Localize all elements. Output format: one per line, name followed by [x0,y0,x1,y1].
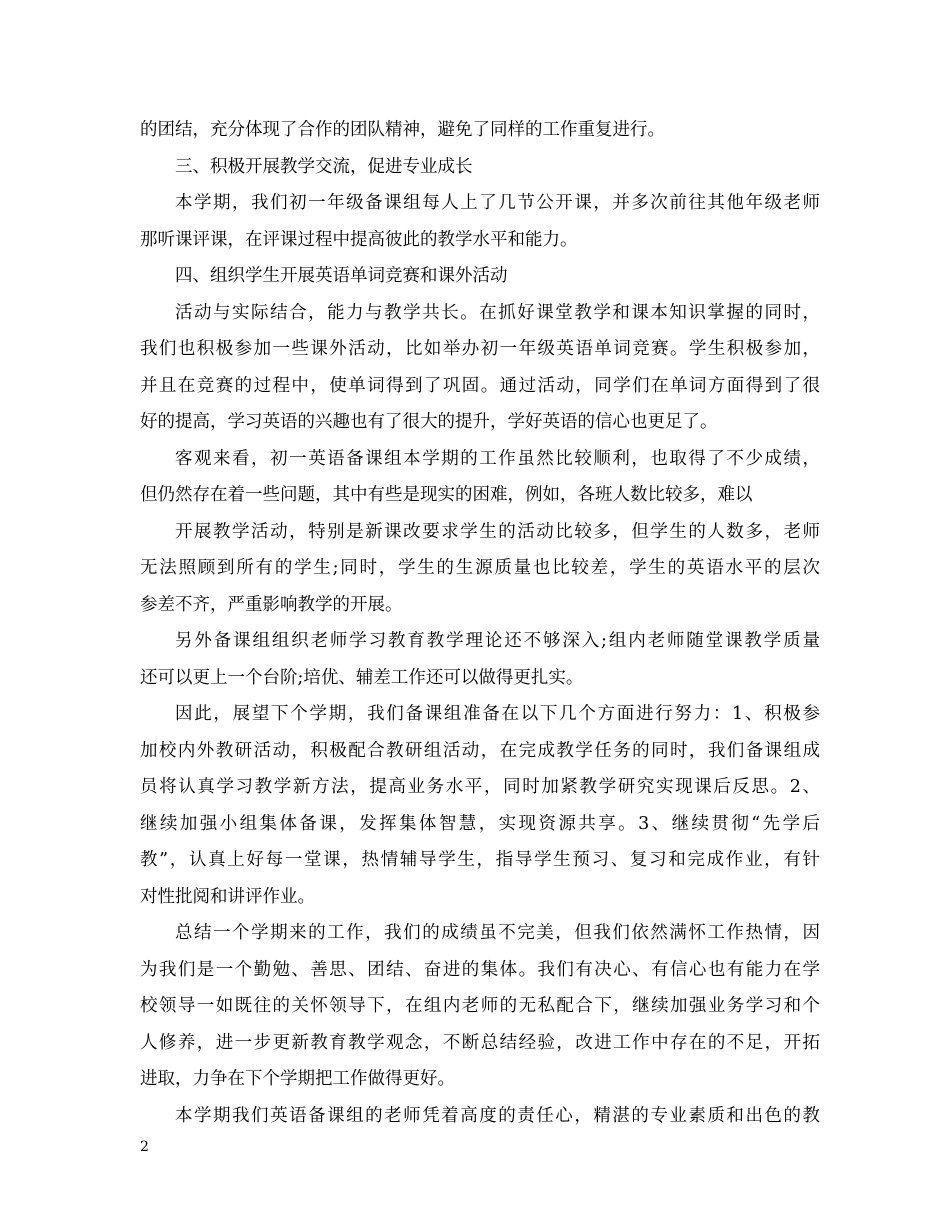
page-number: 2 [140,1139,149,1155]
text-line: 加校内外教研活动，积极配合教研组活动，在完成教学任务的同时，我们备课组成 [140,740,820,761]
text-line: 并且在竞赛的过程中，使单词得到了巩固。通过活动，同学们在单词方面得到了很 [140,375,820,396]
text-line: 本学期，我们初一年级备课组每人上了几节公开课，并多次前往其他年级老师 [175,193,820,213]
text-line: 的团结，充分体现了合作的团队精神，避免了同样的工作重复进行。 [140,120,665,140]
section-heading-4: 四、组织学生开展英语单词竞赛和课外活动 [175,266,508,286]
text-line: 继续加强小组集体备课，发挥集体智慧，实现资源共享。3、继续贯彻“先学后 [140,813,820,834]
text-line: 为我们是一个勤勉、善思、团结、奋进的集体。我们有决心、有信心也有能力在学 [140,959,820,980]
text-line: 总结一个学期来的工作，我们的成绩虽不完美，但我们依然满怀工作热情，因 [175,923,820,943]
text-line: 但仍然存在着一些问题，其中有些是现实的困难，例如，各班人数比较多，难以 [140,485,753,505]
text-line: 开展教学活动，特别是新课改要求学生的活动比较多，但学生的人数多，老师 [175,521,820,542]
text-line: 那听课评课，在评课过程中提高彼此的教学水平和能力。 [140,229,578,250]
section-heading-3: 三、积极开展教学交流，促进专业成长 [175,156,473,177]
text-line: 对性批阅和讲评作业。 [140,886,315,907]
text-line: 我们也积极参加一些课外活动，比如举办初一年级英语单词竞赛。学生积极参加， [140,339,820,359]
text-line: 人修养，进一步更新教育教学观念，不断总结经验，改进工作中存在的不足，开拓 [140,1032,820,1053]
text-line: 客观来看，初一英语备课组本学期的工作虽然比较顺利，也取得了不少成绩， [175,448,820,469]
text-line: 员将认真学习教学新方法，提高业务水平，同时加紧教学研究实现课后反思。2、 [140,777,820,797]
text-line: 还可以更上一个台阶;培优、辅差工作还可以做得更扎实。 [140,667,584,688]
text-line: 校领导一如既往的关怀领导下，在组内老师的无私配合下，继续加强业务学习和个 [140,996,820,1016]
text-line: 教”，认真上好每一堂课，热情辅导学生，指导学生预习、复习和完成作业，有针 [140,850,820,870]
document-body [140,112,820,1134]
text-line: 参差不齐，严重影响教学的开展。 [140,594,403,615]
text-line: 好的提高，学习英语的兴趣也有了很大的提升，学好英语的信心也更足了。 [140,412,718,432]
text-line: 另外备课组组织老师学习教育教学理论还不够深入;组内老师随堂课教学质量 [175,631,820,651]
text-line: 无法照顾到所有的学生;同时，学生的生源质量也比较差，学生的英语水平的层次 [140,558,820,578]
text-line: 因此，展望下个学期，我们备课组准备在以下几个方面进行努力：1、积极参 [175,704,820,724]
text-line: 活动与实际结合，能力与教学共长。在抓好课堂教学和课本知识掌握的同时， [175,302,820,323]
text-line: 进取，力争在下个学期把工作做得更好。 [140,1069,455,1089]
text-line: 本学期我们英语备课组的老师凭着高度的责任心，精湛的专业素质和出色的教 [175,1105,820,1126]
